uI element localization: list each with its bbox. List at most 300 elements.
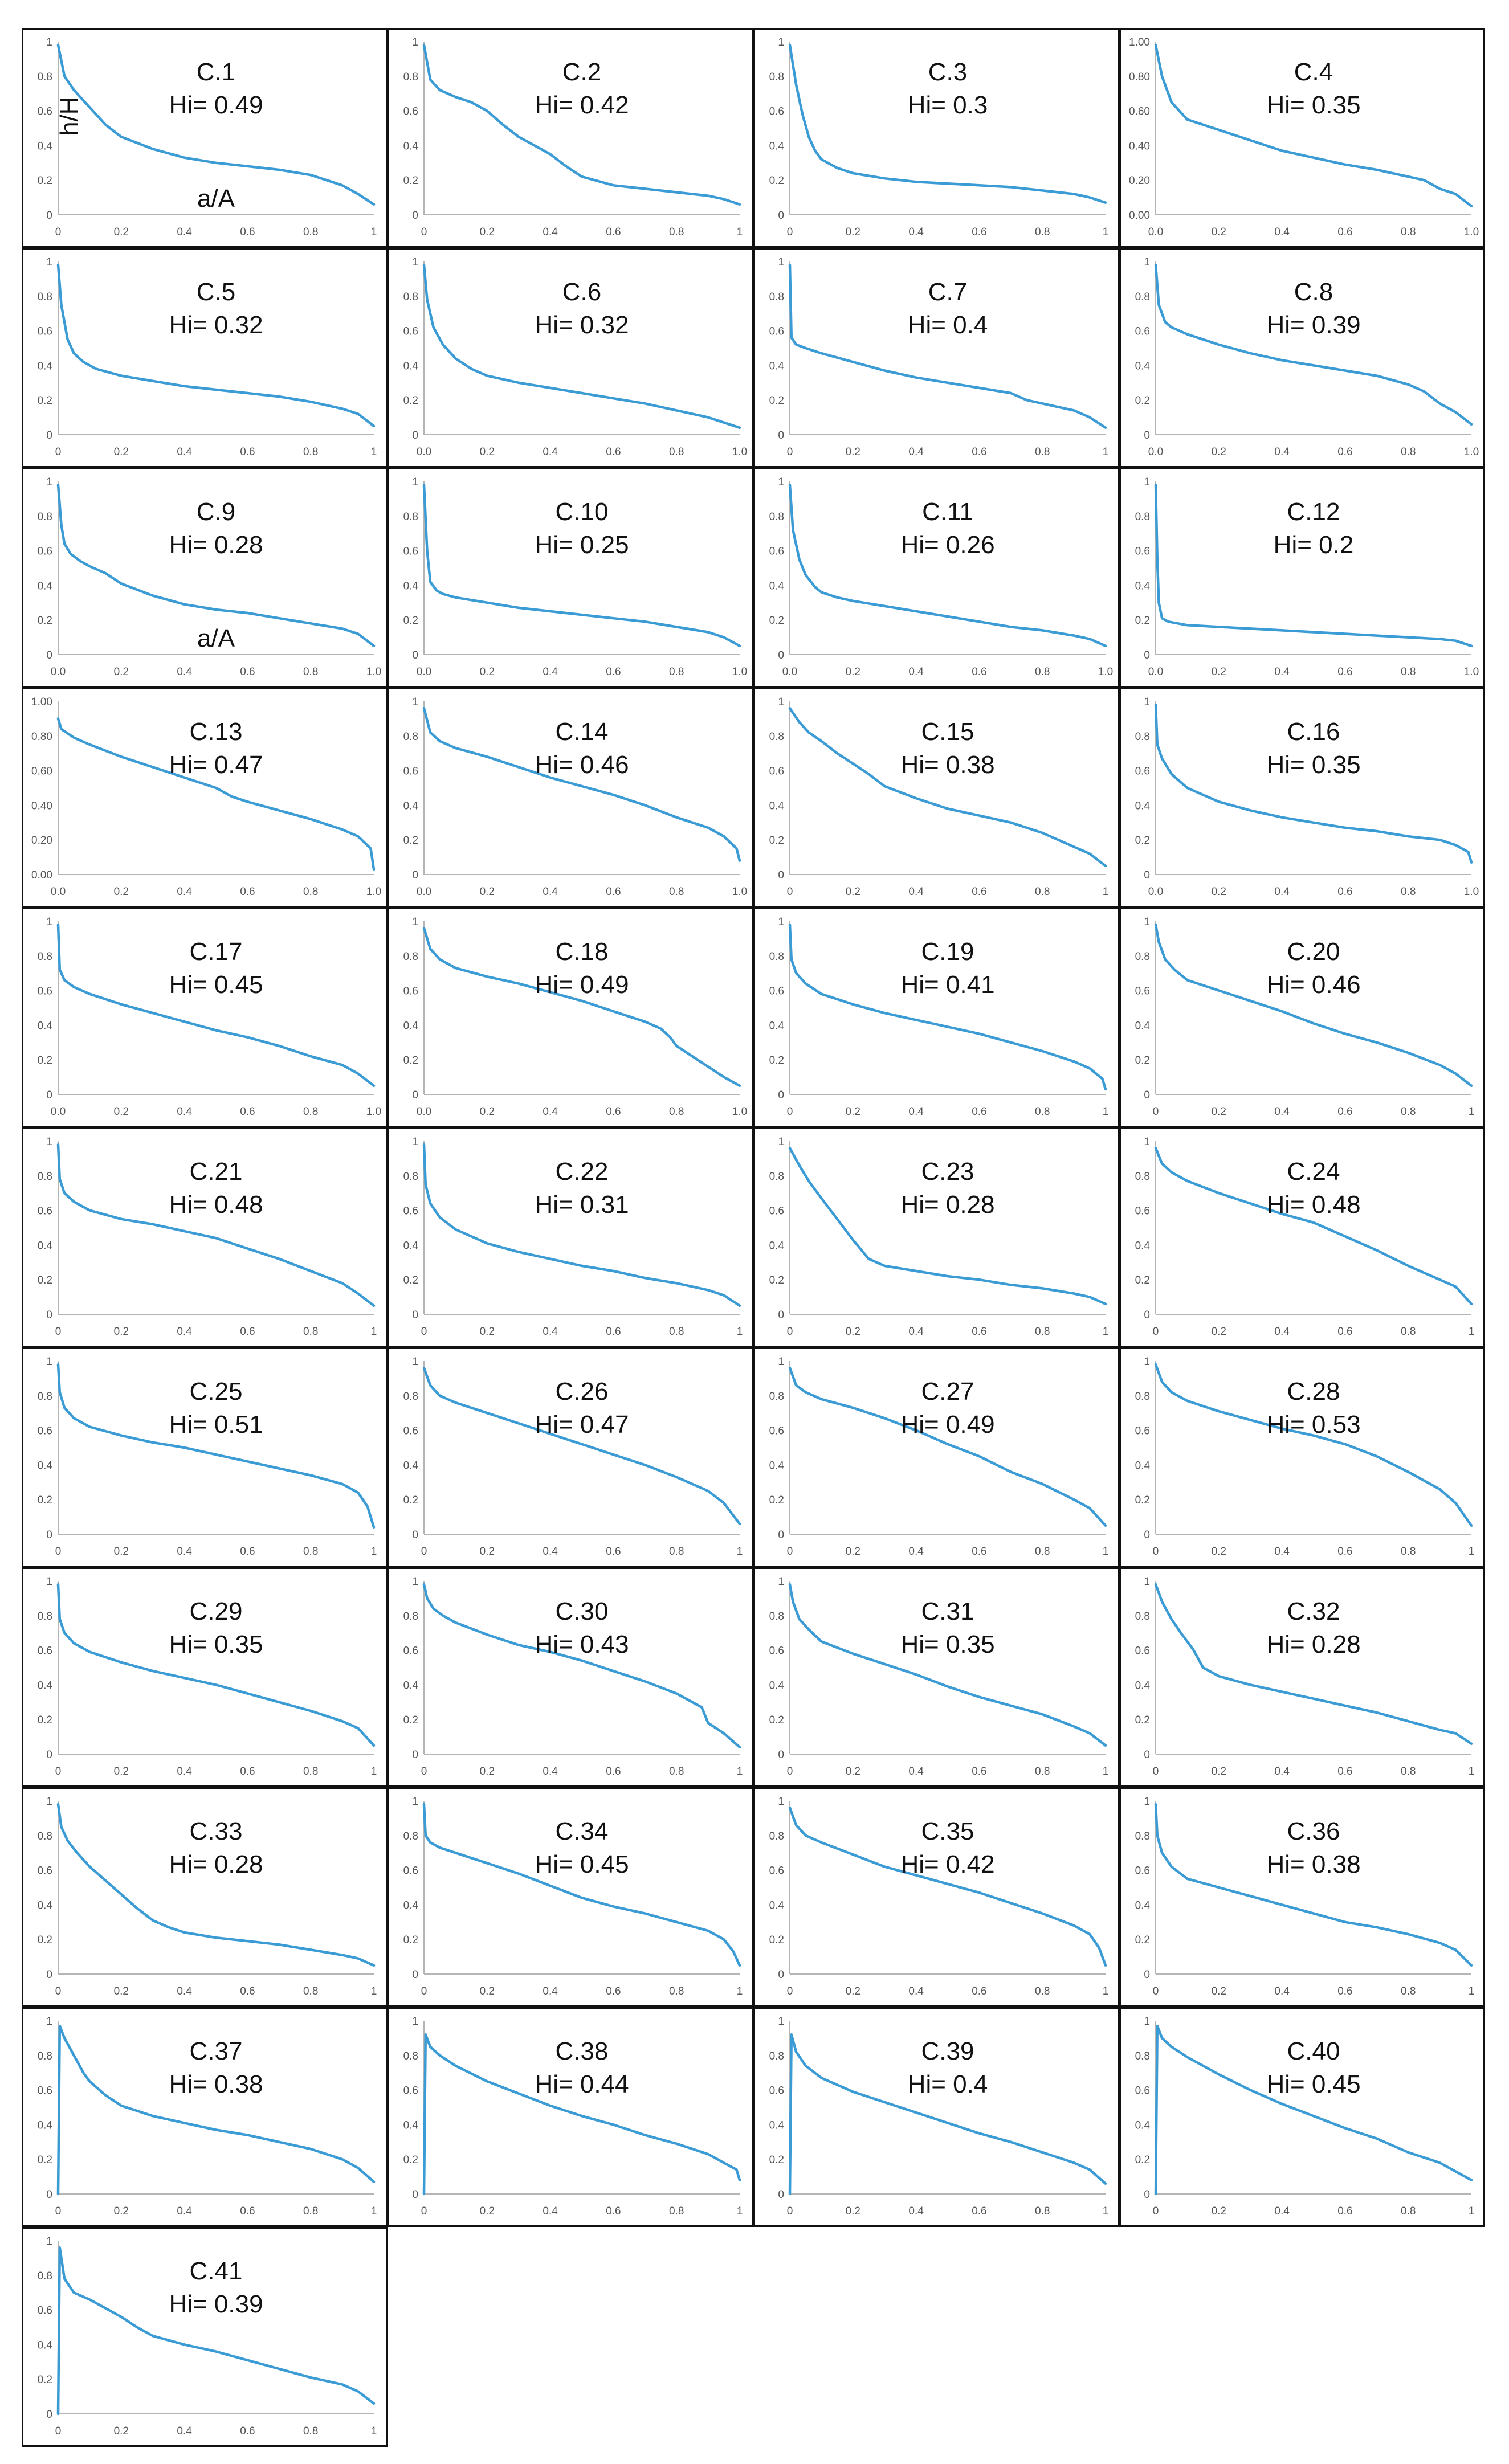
y-tick-label: 0 (1144, 649, 1150, 661)
x-tick-label: 0.8 (1400, 1326, 1416, 1338)
x-tick-label: 0.8 (303, 1546, 319, 1558)
y-tick-label: 0.4 (769, 140, 784, 153)
y-tick-label: 0.4 (1135, 1680, 1150, 1692)
y-tick-label: 0.4 (769, 1899, 784, 1912)
chart-panel-18 (388, 908, 753, 1127)
y-tick-label: 0.2 (1135, 395, 1150, 407)
x-tick-label: 0.8 (303, 1766, 319, 1777)
x-tick-label: 0.0 (1148, 886, 1164, 898)
panel-title: C.4 (1294, 58, 1333, 86)
hypsometric-integral-label: Hi= 0.25 (535, 531, 629, 559)
chart-panel-11 (753, 468, 1119, 688)
chart-panel-6 (388, 248, 753, 468)
y-tick-label: 0.2 (769, 1934, 784, 1947)
x-tick-label: 0.2 (845, 886, 861, 898)
x-tick-label: 0.8 (303, 1106, 319, 1118)
x-tick-label: 0.4 (543, 666, 558, 678)
y-tick-label: 0.4 (1135, 580, 1150, 592)
panel-title: C.18 (555, 938, 609, 966)
x-tick-label: 0.2 (845, 666, 861, 678)
x-tick-label: 1 (1102, 886, 1109, 898)
y-tick-label: 0.4 (37, 1899, 52, 1912)
y-tick-label: 0.8 (403, 291, 418, 303)
x-tick-label: 0.8 (1034, 1985, 1050, 1997)
x-tick-label: 0.2 (113, 2425, 129, 2437)
chart-panel-33 (22, 1787, 388, 2007)
chart-panel-20 (1119, 908, 1485, 1127)
hypsometric-integral-label: Hi= 0.46 (1266, 971, 1361, 999)
y-tick-label: 0 (46, 2409, 52, 2421)
y-tick-label: 0.2 (403, 1055, 418, 1067)
x-tick-label: 0.2 (113, 1985, 129, 1997)
x-tick-label: 0.8 (1400, 226, 1416, 238)
x-tick-label: 1 (370, 1766, 377, 1777)
x-tick-label: 0.8 (1400, 1106, 1416, 1118)
hypsometric-integral-label: Hi= 0.28 (900, 1191, 995, 1219)
chart-panel-12 (1119, 468, 1485, 688)
panel-title: C.27 (921, 1378, 974, 1405)
y-tick-label: 0.6 (769, 545, 784, 558)
y-tick-label: 1 (1144, 256, 1150, 268)
x-tick-label: 0.2 (113, 1546, 129, 1558)
y-tick-label: 0.00 (1129, 210, 1150, 222)
y-tick-label: 0.00 (31, 869, 52, 881)
y-tick-label: 0.6 (769, 985, 784, 998)
x-tick-label: 0.6 (240, 886, 255, 898)
chart-panel-3 (753, 28, 1119, 248)
y-tick-label: 0.8 (1135, 1170, 1150, 1183)
y-tick-label: 0 (778, 1309, 784, 1321)
panel-title: C.38 (555, 2037, 609, 2065)
y-tick-label: 1 (1144, 1576, 1150, 1588)
x-tick-label: 0.8 (668, 2205, 684, 2217)
y-tick-label: 0.6 (37, 1205, 52, 1217)
x-tick-label: 0.8 (1034, 226, 1050, 238)
chart-panel-23 (753, 1127, 1119, 1347)
x-tick-label: 0.0 (50, 1106, 66, 1118)
x-tick-label: 0.8 (1034, 1106, 1050, 1118)
x-tick-label: 1.0 (1463, 446, 1479, 458)
x-tick-label: 0.8 (303, 446, 319, 458)
x-tick-label: 0.0 (1148, 666, 1164, 678)
x-tick-label: 0.2 (845, 1326, 861, 1338)
y-tick-label: 0.2 (1135, 1055, 1150, 1067)
x-tick-label: 0.4 (177, 1546, 192, 1558)
x-tick-label: 0.8 (668, 1985, 684, 1997)
y-tick-label: 1 (1144, 916, 1150, 928)
panel-title: C.5 (196, 278, 236, 306)
y-tick-label: 0.8 (403, 1610, 418, 1623)
hypsometric-integral-label: Hi= 0.49 (169, 91, 263, 119)
panel-title: C.39 (921, 2037, 974, 2065)
y-tick-label: 0.6 (403, 545, 418, 558)
x-tick-label: 0.6 (606, 1326, 621, 1338)
panel-title: C.32 (1287, 1597, 1340, 1625)
x-tick-label: 0.6 (1337, 226, 1353, 238)
y-tick-label: 0 (778, 649, 784, 661)
x-tick-label: 0 (55, 446, 62, 458)
y-tick-label: 0.8 (1135, 1390, 1150, 1403)
y-tick-label: 0.4 (1135, 1240, 1150, 1252)
chart-panel-19 (753, 908, 1119, 1127)
y-tick-label: 1 (778, 696, 784, 708)
x-tick-label: 0.4 (177, 2425, 192, 2437)
hypsometric-integral-label: Hi= 0.45 (169, 971, 263, 999)
y-tick-label: 0.8 (769, 950, 784, 963)
y-tick-label: 0.4 (769, 580, 784, 592)
x-tick-label: 1 (1468, 1985, 1475, 1997)
panel-title: C.20 (1287, 938, 1340, 966)
x-tick-label: 0.4 (1274, 1546, 1290, 1558)
chart-panel-4 (1119, 28, 1485, 248)
x-tick-label: 0.4 (908, 886, 924, 898)
x-tick-label: 0.2 (113, 666, 129, 678)
y-tick-label: 0.8 (403, 2050, 418, 2062)
y-tick-label: 0.4 (403, 1460, 418, 1472)
panel-title: C.1 (196, 58, 236, 86)
x-tick-label: 0.0 (1148, 226, 1164, 238)
hypsometric-integral-label: Hi= 0.4 (907, 2070, 988, 2098)
chart-panel-30 (388, 1567, 753, 1787)
x-tick-label: 0.2 (1211, 1546, 1227, 1558)
y-tick-label: 0.4 (403, 800, 418, 812)
y-tick-label: 0.4 (403, 1899, 418, 1912)
x-tick-label: 0.0 (50, 886, 66, 898)
y-tick-label: 0 (46, 1969, 52, 1981)
chart-panel-15 (753, 688, 1119, 908)
x-tick-label: 0.2 (479, 1766, 495, 1777)
x-tick-label: 0.4 (908, 1106, 924, 1118)
chart-panel-8 (1119, 248, 1485, 468)
y-tick-label: 0.6 (37, 1865, 52, 1877)
y-tick-label: 0.2 (769, 1714, 784, 1727)
x-tick-label: 1 (1468, 1106, 1475, 1118)
y-tick-label: 0.2 (37, 2154, 52, 2167)
panel-title: C.23 (921, 1158, 974, 1186)
hypsometric-integral-label: Hi= 0.35 (1266, 751, 1361, 779)
panel-title: C.2 (562, 58, 602, 86)
x-tick-label: 0 (786, 1985, 793, 1997)
x-tick-label: 0.2 (845, 2205, 861, 2217)
x-tick-label: 0.6 (606, 1985, 621, 1997)
y-tick-label: 1 (778, 1356, 784, 1368)
y-tick-label: 0 (778, 1749, 784, 1761)
y-tick-label: 0.2 (1135, 1494, 1150, 1507)
y-tick-label: 0.2 (37, 1274, 52, 1287)
y-tick-label: 0.2 (403, 2154, 418, 2167)
chart-panel-40 (1119, 2007, 1485, 2227)
x-tick-label: 0 (1152, 1766, 1159, 1777)
chart-panel-1 (22, 28, 388, 248)
x-tick-label: 0.2 (1211, 226, 1227, 238)
y-tick-label: 0.2 (769, 395, 784, 407)
chart-panel-7 (753, 248, 1119, 468)
x-tick-label: 1 (736, 1985, 743, 1997)
x-tick-label: 1 (736, 1326, 743, 1338)
y-tick-label: 1 (1144, 476, 1150, 488)
y-tick-label: 1 (1144, 696, 1150, 708)
y-tick-label: 0.6 (769, 1205, 784, 1217)
panel-title: C.24 (1287, 1158, 1340, 1186)
y-tick-label: 0.8 (769, 71, 784, 83)
x-tick-label: 0.8 (303, 1985, 319, 1997)
y-tick-label: 0 (1144, 869, 1150, 881)
y-tick-label: 1 (46, 916, 52, 928)
y-tick-label: 0.8 (403, 71, 418, 83)
x-tick-label: 0 (421, 1326, 427, 1338)
y-tick-label: 1 (778, 916, 784, 928)
y-tick-label: 0 (778, 430, 784, 442)
x-tick-label: 0.2 (113, 226, 129, 238)
y-tick-label: 0.8 (403, 950, 418, 963)
x-tick-label: 0.4 (543, 226, 558, 238)
y-tick-label: 0.8 (769, 1170, 784, 1183)
x-tick-label: 0.6 (1337, 446, 1353, 458)
x-tick-label: 0.4 (1274, 1766, 1290, 1777)
y-tick-label: 0.4 (1135, 1460, 1150, 1472)
x-tick-label: 0.6 (1337, 1985, 1353, 1997)
panel-title: C.28 (1287, 1378, 1340, 1405)
x-tick-label: 0.2 (845, 1546, 861, 1558)
x-tick-label: 0.4 (1274, 226, 1290, 238)
y-tick-label: 0.4 (37, 1680, 52, 1692)
x-tick-label: 0.2 (845, 446, 861, 458)
y-tick-label: 1.00 (31, 696, 52, 708)
x-tick-label: 0.6 (240, 1985, 255, 1997)
x-tick-label: 0 (1152, 1985, 1159, 1997)
hypsometric-integral-label: Hi= 0.53 (1266, 1411, 1361, 1439)
x-tick-label: 0.6 (240, 2205, 255, 2217)
y-tick-label: 1 (412, 1356, 418, 1368)
y-tick-label: 0.6 (403, 2085, 418, 2097)
x-tick-label: 0 (421, 1546, 427, 1558)
x-tick-label: 1 (1102, 1985, 1109, 1997)
x-tick-label: 0.6 (240, 446, 255, 458)
hypsometric-integral-label: Hi= 0.44 (535, 2070, 629, 2098)
x-tick-label: 0 (786, 1766, 793, 1777)
y-tick-label: 0.8 (769, 1390, 784, 1403)
y-tick-label: 0.2 (769, 175, 784, 187)
y-tick-label: 0.4 (403, 1680, 418, 1692)
y-tick-label: 0.8 (403, 730, 418, 743)
x-tick-label: 0.4 (177, 1766, 192, 1777)
x-tick-label: 0 (1152, 1546, 1159, 1558)
x-tick-label: 0.8 (1034, 446, 1050, 458)
x-tick-label: 1 (1468, 1546, 1475, 1558)
x-tick-label: 1 (1102, 1546, 1109, 1558)
y-tick-label: 1 (412, 916, 418, 928)
x-tick-label: 0.0 (416, 1106, 432, 1118)
y-tick-label: 0.6 (403, 105, 418, 118)
x-tick-label: 0.0 (782, 666, 798, 678)
hypsometric-integral-label: Hi= 0.49 (535, 971, 629, 999)
y-tick-label: 0.8 (37, 1610, 52, 1623)
y-tick-label: 0.4 (769, 2119, 784, 2132)
y-tick-label: 0.6 (37, 105, 52, 118)
x-tick-label: 0.6 (972, 226, 987, 238)
panel-title: C.34 (555, 1817, 609, 1845)
y-tick-label: 0 (46, 1089, 52, 1101)
y-tick-label: 0.60 (31, 765, 52, 778)
x-tick-label: 0.6 (972, 886, 987, 898)
x-tick-label: 1.0 (366, 666, 382, 678)
x-tick-label: 0.8 (1034, 886, 1050, 898)
x-tick-label: 0.2 (1211, 446, 1227, 458)
x-tick-label: 0.8 (1034, 1546, 1050, 1558)
y-tick-label: 0.2 (403, 615, 418, 627)
hypsometric-integral-label: Hi= 0.45 (535, 1850, 629, 1878)
y-tick-label: 1 (46, 476, 52, 488)
chart-panel-28 (1119, 1347, 1485, 1567)
y-tick-label: 1 (778, 476, 784, 488)
y-tick-label: 0.8 (37, 1830, 52, 1842)
y-tick-label: 0 (1144, 1969, 1150, 1981)
x-tick-label: 0.4 (1274, 1326, 1290, 1338)
y-tick-label: 0.4 (403, 360, 418, 373)
x-tick-label: 0.8 (668, 1766, 684, 1777)
hypsometric-integral-label: Hi= 0.28 (169, 531, 263, 559)
hypsometric-integral-label: Hi= 0.35 (900, 1631, 995, 1658)
hypsometric-integral-label: Hi= 0.4 (907, 311, 988, 339)
x-tick-label: 0.6 (606, 666, 621, 678)
x-tick-label: 0 (786, 886, 793, 898)
x-tick-label: 0.2 (479, 1985, 495, 1997)
x-tick-label: 1 (1102, 446, 1109, 458)
y-tick-label: 0.6 (1135, 765, 1150, 778)
y-tick-label: 1 (412, 36, 418, 48)
panel-title: C.30 (555, 1597, 609, 1625)
x-tick-label: 0.8 (303, 2425, 319, 2437)
x-tick-label: 0.8 (668, 1106, 684, 1118)
chart-panel-26 (388, 1347, 753, 1567)
y-tick-label: 0.4 (403, 1020, 418, 1032)
x-tick-label: 0.8 (1034, 666, 1050, 678)
y-tick-label: 0.6 (769, 1425, 784, 1437)
x-tick-label: 0.6 (972, 1766, 987, 1777)
y-tick-label: 0.6 (1135, 2085, 1150, 2097)
x-tick-label: 1 (736, 1766, 743, 1777)
x-tick-label: 0.2 (479, 446, 495, 458)
chart-panel-39 (753, 2007, 1119, 2227)
x-tick-label: 0.4 (543, 1546, 558, 1558)
x-tick-label: 0.8 (668, 1326, 684, 1338)
y-tick-label: 0.4 (403, 1240, 418, 1252)
y-tick-label: 0 (1144, 1529, 1150, 1541)
chart-panel-22 (388, 1127, 753, 1347)
x-tick-label: 1 (1102, 1326, 1109, 1338)
x-tick-label: 0.8 (668, 226, 684, 238)
panel-title: C.16 (1287, 718, 1340, 746)
y-tick-label: 0 (46, 649, 52, 661)
x-tick-label: 0.4 (177, 886, 192, 898)
x-tick-label: 1 (370, 226, 377, 238)
y-tick-label: 1 (46, 1356, 52, 1368)
hypsometric-integral-label: Hi= 0.51 (169, 1411, 263, 1439)
panel-title: C.11 (922, 498, 973, 526)
chart-panel-17 (22, 908, 388, 1127)
x-tick-label: 1 (1102, 1106, 1109, 1118)
x-tick-label: 0.2 (113, 1766, 129, 1777)
x-tick-label: 0.2 (113, 446, 129, 458)
hypsometric-integral-label: Hi= 0.48 (1266, 1191, 1361, 1219)
chart-panel-31 (753, 1567, 1119, 1787)
x-tick-label: 0.2 (1211, 1106, 1227, 1118)
y-tick-label: 0.8 (1135, 2050, 1150, 2062)
x-tick-label: 1 (736, 1546, 743, 1558)
x-tick-label: 0.4 (1274, 886, 1290, 898)
x-tick-label: 0 (55, 226, 62, 238)
x-tick-label: 0.8 (668, 446, 684, 458)
x-tick-label: 0 (421, 1985, 427, 1997)
x-tick-label: 0.4 (543, 1766, 558, 1777)
x-tick-label: 0.8 (1034, 2205, 1050, 2217)
y-tick-label: 0.8 (1135, 1610, 1150, 1623)
y-tick-label: 0.6 (1135, 985, 1150, 998)
x-tick-label: 0.2 (479, 1106, 495, 1118)
y-tick-label: 0.2 (1135, 615, 1150, 627)
y-tick-label: 0.2 (37, 1714, 52, 1727)
x-tick-label: 0 (786, 1326, 793, 1338)
y-tick-label: 0.6 (769, 765, 784, 778)
y-tick-label: 0 (412, 2189, 418, 2201)
x-tick-label: 0.0 (50, 666, 66, 678)
hypsometric-integral-label: Hi= 0.48 (169, 1191, 263, 1219)
x-tick-label: 0.4 (908, 1326, 924, 1338)
x-tick-label: 1 (1468, 1766, 1475, 1777)
x-tick-label: 0.6 (1337, 2205, 1353, 2217)
y-tick-label: 0.2 (403, 835, 418, 847)
chart-panel-29 (22, 1567, 388, 1787)
y-tick-label: 0.6 (1135, 1645, 1150, 1657)
y-tick-label: 0.40 (31, 800, 52, 812)
y-tick-label: 0.6 (37, 2304, 52, 2317)
x-tick-label: 0.6 (972, 446, 987, 458)
y-tick-label: 0.6 (37, 545, 52, 558)
x-tick-label: 1 (370, 2205, 377, 2217)
y-tick-label: 0.4 (37, 580, 52, 592)
x-tick-label: 0.8 (1400, 1766, 1416, 1777)
x-tick-label: 0.6 (972, 2205, 987, 2217)
y-tick-label: 0.4 (1135, 360, 1150, 373)
x-tick-label: 0.6 (240, 1106, 255, 1118)
y-tick-label: 1 (46, 256, 52, 268)
x-tick-label: 0.4 (543, 446, 558, 458)
x-tick-label: 0.4 (1274, 666, 1290, 678)
x-tick-label: 1 (1102, 1766, 1109, 1777)
x-tick-label: 0.6 (606, 1546, 621, 1558)
x-tick-label: 0.6 (240, 226, 255, 238)
panel-title: C.29 (189, 1597, 243, 1625)
y-tick-label: 0 (1144, 1309, 1150, 1321)
x-tick-label: 0.6 (240, 2425, 255, 2437)
y-tick-label: 0.2 (1135, 1714, 1150, 1727)
x-tick-label: 0.8 (668, 666, 684, 678)
x-tick-label: 0.4 (543, 1106, 558, 1118)
panel-title: C.22 (555, 1158, 609, 1186)
x-tick-label: 0.4 (908, 666, 924, 678)
chart-panel-13 (22, 688, 388, 908)
x-tick-label: 0.4 (908, 2205, 924, 2217)
x-tick-label: 0.2 (845, 1106, 861, 1118)
hypsometric-integral-label: Hi= 0.32 (535, 311, 629, 339)
chart-panel-32 (1119, 1567, 1485, 1787)
y-tick-label: 0.6 (769, 325, 784, 338)
x-tick-label: 0.0 (416, 666, 432, 678)
y-tick-label: 0.6 (403, 325, 418, 338)
x-tick-label: 0.2 (113, 2205, 129, 2217)
y-tick-label: 0.2 (37, 175, 52, 187)
y-tick-label: 0.4 (37, 140, 52, 153)
